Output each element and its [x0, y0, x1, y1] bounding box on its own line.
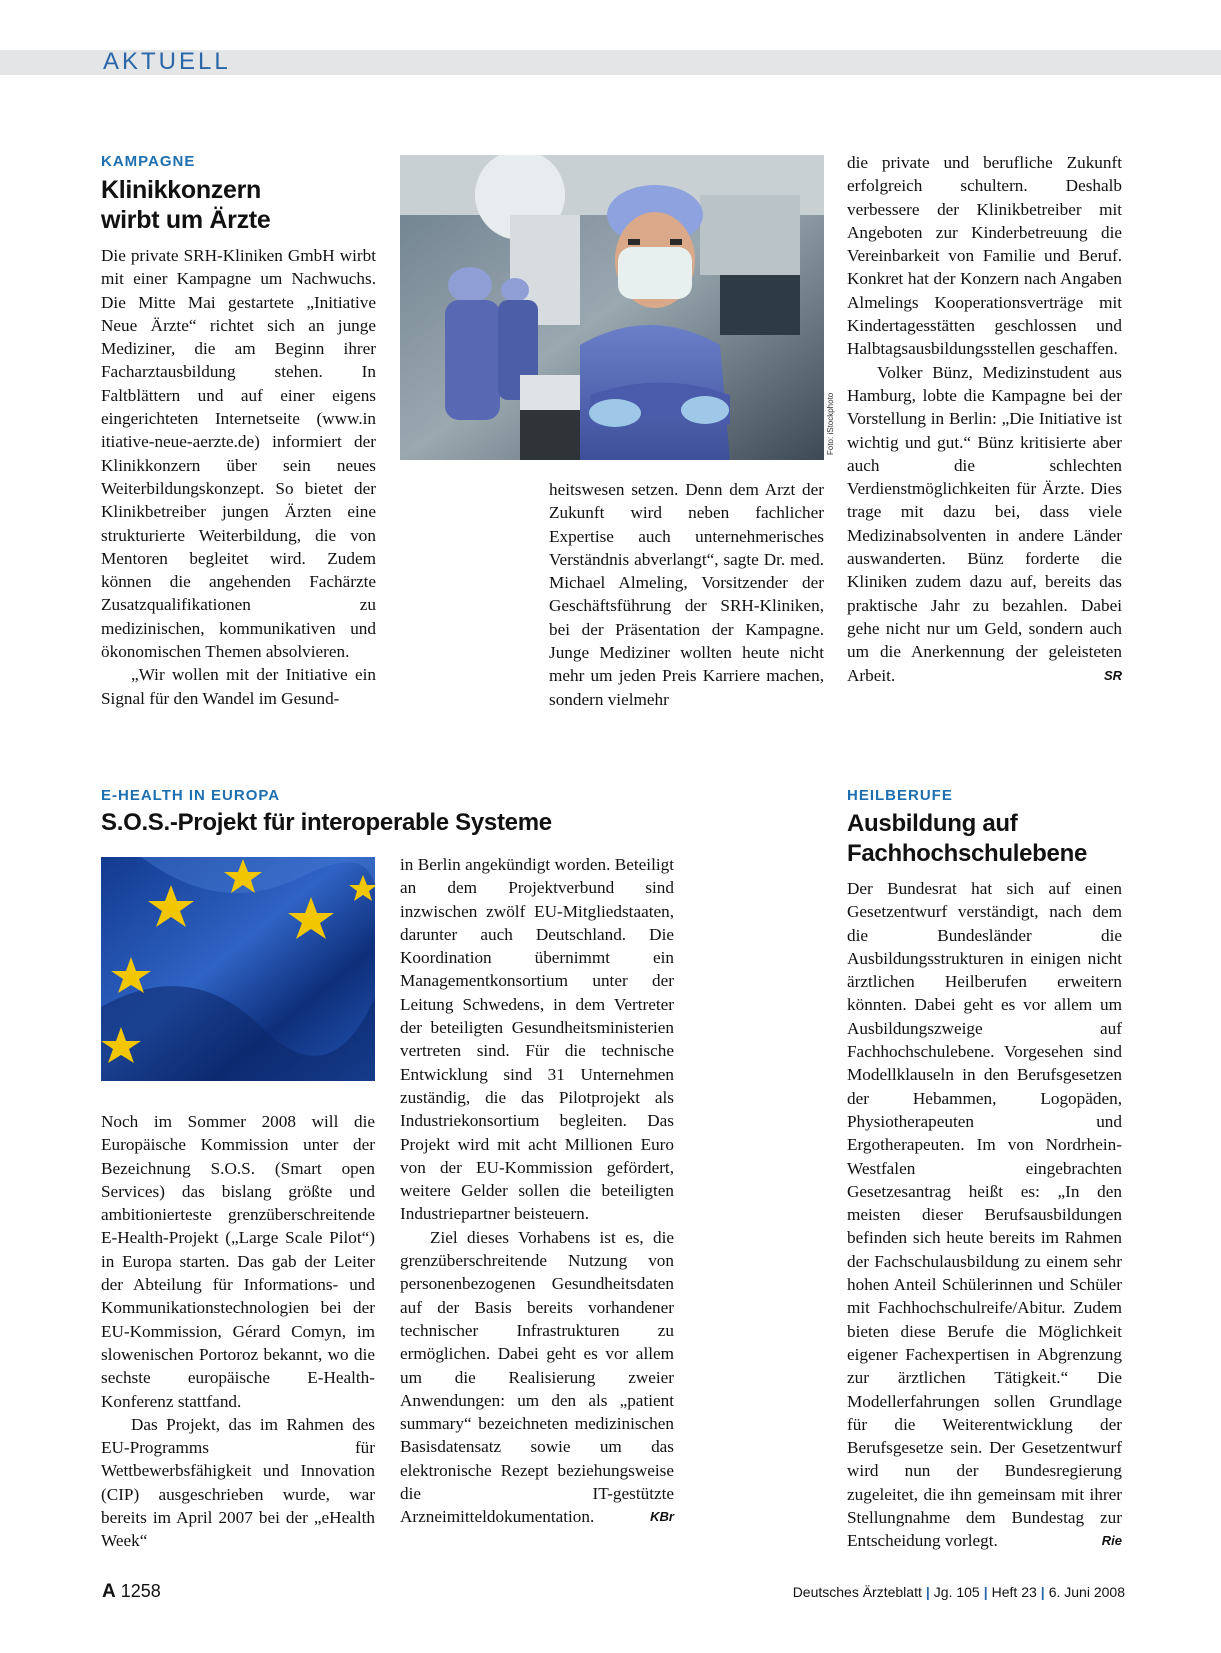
paragraph: heitswesen setzen. Denn dem Arzt der Zukunft wird neben fachlicher Expertise auch unternehmerisches Verständnis abverlangt“, sagte Dr. med. Michael Almeling, Vorsitzender der Geschäftsführung der SRH-Kliniken, bei der Präsentation der Kampagne. Junge Mediziner wollten heute nicht mehr um jeden Preis Karriere machen, sondern vielmehr	[549, 480, 824, 709]
photo-credit: Foto: iStockphoto	[826, 392, 835, 455]
paragraph: Die private SRH-Kliniken GmbH wirbt mit einer Kampagne um Nachwuchs. Die Mitte Mai gestartete „Initiative Neue Ärzte“ richtet sich an junge Mediziner, die am Beginn ihrer Facharztausbildung stehen. In Faltblättern und auf einer eigens eingerichteten Internetseite (www.in itiative-neue-aerzte.de) informiert der Klinikkonzern über sein neues Weiterbildungskonzept. So bietet der Klinikbetreiber jungen Ärzten eine strukturierte Weiterbildung, die von Mentoren begleitet wird. Zudem können die angehenden Fachärzte Zusatzqualifikationen zu medizinischen, kommunikativen und ökonomischen Themen absolvieren.	[101, 246, 376, 662]
paragraph: Das Projekt, das im Rahmen des EU-Programms für Wettbewerbsfähigkeit und Innovation (CIP) ausgeschrieben wurde, war bereits im April 2007 bei der „eHealth Week“	[101, 1414, 375, 1551]
paragraph	[847, 877, 1122, 1553]
journal-date: 6. Juni 2008	[1048, 1584, 1125, 1600]
article2-headline: S.O.S.-Projekt für interoperable Systeme	[101, 809, 552, 836]
page-number	[102, 1580, 161, 1603]
eu-flag-photo	[101, 857, 375, 1081]
paragraph	[847, 361, 1122, 687]
article1-column3	[847, 151, 1122, 687]
article3-headline-line1: Ausbildung auf	[847, 810, 1018, 837]
section-label: AKTUELL	[103, 48, 231, 75]
paragraph-text: Ziel dieses Vorhabens ist es, die grenzüberschreitende Nutzung von personenbezogenen Gesundheitsdaten auf der Basis bereits vorhandener technischer Infrastrukturen zu ermöglichen. Dabei geht es vor allem um die Realisierung zweier Anwendungen: um den als „patient summary“ bezeichneten medizinischen Basisdatensatz sowie um das elektronische Rezept beziehungsweise die IT-gestützte Arzneimitteldokumentation.	[400, 1227, 674, 1527]
paragraph-text: Der Bundesrat hat sich auf einen Gesetzentwurf verständigt, nach dem die Bundesländer die Ausbildungsstrukturen in einigen nicht ärztlichen Heilberufen erweitern könnten. Dabei geht es vor allem um Ausbildungszweige auf Fachhochschulebene. Vorgesehen sind Modellklauseln in den Berufsgesetzen der Hebammen, Logopäden, Physiotherapeuten und Ergotherapeuten. Im von Nordrhein-Westfalen eingebrachten Gesetzesantrag heißt es: „In den meisten dieser Berufsausbildungen befinden sich heute bereits im Rahmen der Fachschulausbildung zu einem sehr hohen Anteil Schülerinnen und Schüler mit Fachhochschulreife/Abitur. Zudem bieten diese Berufe die Möglichkeit eigener Fachexpertisen in Abgrenzung zur ärztlichen Tätigkeit.“ Die Modellerfahrungen sollen Grundlage für die Weiterentwicklung der Berufsgesetze sein. Der Gesetzentwurf wird nun der Bundesregierung zugeleitet, die ihn gemeinsam mit ihrer Stellungnahme dem Bundestag zur Entscheidung vorlegt.	[847, 879, 1122, 1551]
article3-column1	[847, 877, 1122, 1553]
article1-headline-line2: wirbt um Ärzte	[101, 206, 271, 234]
author-signature: KBr	[650, 1509, 674, 1525]
journal-citation	[793, 1582, 1125, 1602]
paragraph	[400, 1226, 674, 1529]
author-signature: SR	[1103, 667, 1122, 683]
article2-column2	[400, 853, 674, 1529]
article1-column2	[549, 478, 824, 711]
article1-column1	[101, 244, 376, 710]
paragraph: Noch im Sommer 2008 will die Europäische Kommission unter der Bezeichnung S.O.S. (Smart open Services) das bislang größte und ambitionierteste grenzüberschreitende E-Health-Projekt („Large Scale Pilot“) in Europa starten. Das gab der Leiter der Abteilung für Informations- und Kommunikationstechnologien bei der EU-Kommission, Gérard Comyn, im slowenischen Portoroz bekannt, wo die sechste europäische E-Health-Konferenz stattfand.	[101, 1112, 375, 1411]
journal-name: Deutsches Ärzteblatt	[792, 1584, 922, 1600]
article1-headline-line1: Klinikkonzern	[101, 176, 262, 204]
surgeon-photo	[400, 155, 824, 460]
divider: |	[983, 1584, 988, 1600]
author-signature: Rie	[1101, 1533, 1122, 1549]
article3-headline-line2: Fachhochschulebene	[847, 840, 1087, 867]
page-prefix: A	[102, 1581, 116, 1602]
paragraph: die private und berufliche Zukunft erfolgreich schultern. Deshalb verbessere der Klinikbetreiber mit Angeboten zur Kinderbetreuung die Vereinbarkeit von Familie und Beruf. Konkret hat der Konzern nach Angaben Almelings Kooperationsverträge mit Kindertagesstätten geschlossen und Halbtagsausbildungsstellen geschaffen.	[847, 153, 1122, 359]
article3-headline	[847, 809, 1087, 869]
article2-kicker: E-HEALTH IN EUROPA	[101, 787, 281, 804]
paragraph: in Berlin angekündigt worden. Beteiligt an dem Projektverbund sind inzwischen zwölf EU-Mitgliedstaaten, darunter auch Deutschland. Die Koordination übernimmt ein Managementkonsortium unter der Leitung Schwedens, in dem Vertreter der beteiligten Gesundheitsministerien vertreten sind. Für die technische Entwicklung sind 31 Unternehmen zuständig, die das Pilotprojekt als Industriekonsortium begleiten. Das Projekt wird mit acht Millionen Euro von der EU-Kommission gefördert, weitere Gelder sollen die beteiligten Industriepartner beisteuern.	[400, 855, 674, 1224]
divider: |	[925, 1584, 930, 1600]
paragraph-text: Volker Bünz, Medizinstudent aus Hamburg, lobte die Kampagne bei der Vorstellung in Berlin: „Die Initiative ist wichtig und gut.“ Bünz kritisierte aber auch die schlechten Verdienstmöglichkeiten für Ärzte. Dies trage mit dazu bei, dass viele Medizinabsolventen in andere Länder auswanderten. Bünz forderte die Kliniken zudem dazu auf, bereits das praktische Jahr zu bezahlen. Dabei gehe nicht nur um Geld, sondern auch um die Anerkennung der geleisteten Arbeit.	[847, 362, 1122, 685]
article2-column1	[101, 1110, 375, 1553]
article1-kicker: KAMPAGNE	[101, 153, 196, 170]
journal-issue: Heft 23	[991, 1584, 1037, 1600]
article1-headline	[101, 175, 270, 235]
divider: |	[1040, 1584, 1045, 1600]
journal-volume: Jg. 105	[933, 1584, 980, 1600]
paragraph: „Wir wollen mit der Initiative ein Signal für den Wandel im Gesund-	[101, 665, 376, 708]
article3-kicker: HEILBERUFE	[847, 787, 953, 804]
page-number-value: 1258	[120, 1581, 161, 1601]
